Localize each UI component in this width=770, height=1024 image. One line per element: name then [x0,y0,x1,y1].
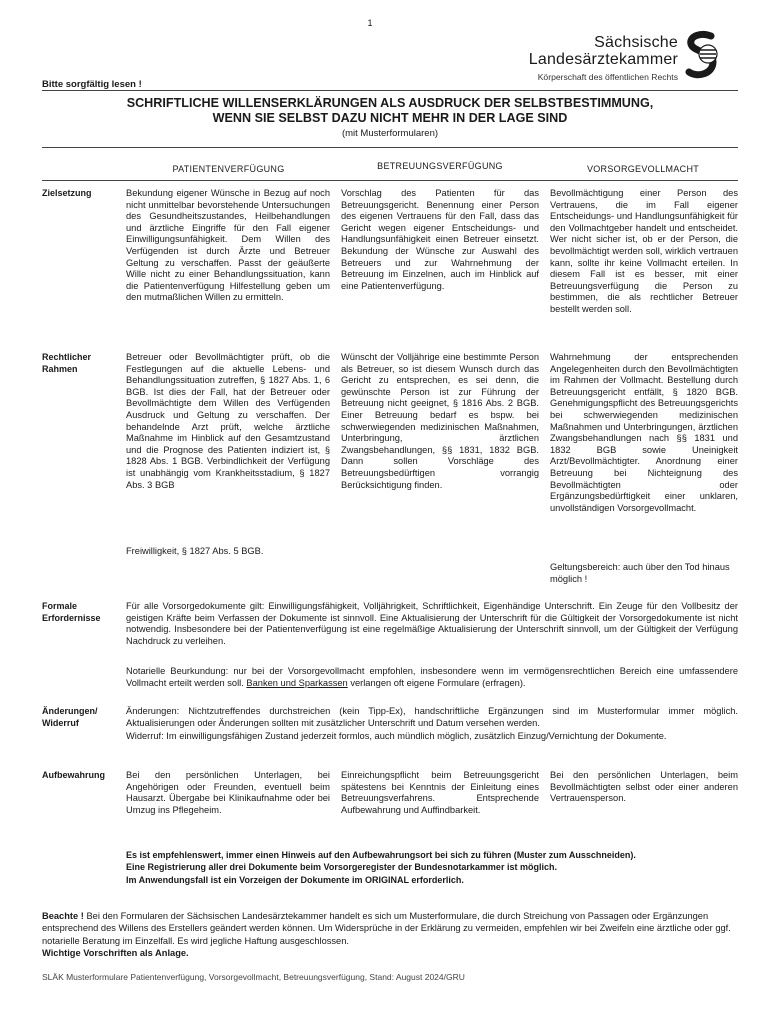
aufbewahrung-patientenverfuegung: Bei den persönlichen Unterlagen, bei Angehörigen oder Freunden, eventuell beim Hausarzt. Übergabe bei Klinikaufnahme oder bei Umzug ins Pflegeheim. [126,770,330,815]
header-rule [42,90,738,91]
widerruf-paragraph: Widerruf: Im einwilligungsfähigen Zustand jederzeit formlos, auch mündlich möglich, zusätzlich Einzug/Vernichtung der Dokumente. [126,731,667,741]
aenderungen-paragraph: Änderungen: Nichtzutreffendes durchstreichen (kein Tipp-Ex), handschriftliche Ergänzungen sind im Musterformular immer möglich. Aktualisierungen oder Änderungen sollten mit zusätzlicher Unterschrift und Datum versehen werden. [126,706,738,728]
column-header-rule [42,180,738,181]
beachte-disclaimer [42,910,738,960]
logo-line-2: Landesärztekammer [528,51,678,68]
rahmen-betreuungsverfuegung: Wünscht der Volljährige eine bestimmte Person als Betreuer, so ist diesem Wunsch durch das Gericht zu entsprechen, es sei denn, die gewünschte Person ist zur Führung der Betreuung nicht geeignet, § 1816 Abs. 2 BGB. Einer Betreuung bedarf es bspw. bei schwerwiegenden medizinischen Maßnahmen, Unterbringung, ärztlichen Zwangsbehandlungen, §§ 1831, 1832 BGB. Dann sollen Vorschläge des Betreuungsbedürftigen vorrangig Berücksichtigung finden. [341,352,539,490]
row-label-zielsetzung: Zielsetzung [42,188,92,198]
row-label-formale-erfordernisse [42,601,122,624]
page-number: 1 [367,18,373,28]
title-rule [42,147,738,148]
rahmen-label-line-2: Rahmen [42,363,78,374]
storage-notice [126,849,738,886]
rahmen-geltungsbereich: Geltungsbereich: auch über den Tod hinaus möglich ! [550,562,730,584]
formale-p2-tail: verlangen oft eigene Formulare (erfragen). [350,677,526,688]
formale-paragraph-2 [126,666,738,689]
formale-label-line-2: Erfordernisse [42,612,101,623]
column-header-vorsorgevollmacht: VORSORGEVOLLMACHT [586,164,700,174]
formale-p2-text: Notarielle Beurkundung: nur bei der Vorsorgevollmacht empfohlen, insbesondere wenn im vermögensrechtlichen Bereich eine umfassendere Vollmacht erteilt werden soll. [126,666,738,688]
logo-wordmark [518,34,678,83]
careful-note: Bitte sorgfältig lesen ! [42,79,142,90]
notice-line-3: Im Anwendungsfall ist ein Vorzeigen der Dokumente im ORIGINAL erforderlich. [126,874,464,885]
zielsetzung-betreuungsverfuegung: Vorschlag des Patienten für das Betreuungsgericht. Benennung einer Person des eigenen Vertrauens für den Fall, dass das Gericht wegen eigener Entscheidungs- und Handlungsunfähigkeit einen Betreuer einsetzt. Bekundung der Wünsche zur Auswahl des Betreuers und zur Wahrnehmung der Betreuung im Einzelnen, auch im Hinblick auf eine Patientenverfügung. [341,188,539,291]
row-label-rechtlicher-rahmen [42,352,122,375]
rahmen-patientenverfuegung: Betreuer oder Bevollmächtigter prüft, ob die Festlegungen auf die aktuelle Lebens- und Behandlungssituation zutreffen, § 1827 Abs. 1, 6 BGB. Ist dies der Fall, hat der Betreuer oder Bevollmächtigte dem Willen des Verfügenden Ausdruck und Geltung zu verschaffen. Der behandelnde Arzt prüft, welche ärztliche Maßnahme im Hinblick auf den Gesamtzustand und die Prognose des Patienten indiziert ist, § 1828 Abs. 1 BGB. Verbindlichkeit der Verfügung ist unabhängig vom Krankheitsstadium, § 1827 Abs. 3 BGB [126,352,330,490]
logo-line-1: Sächsische [594,34,678,51]
banken-sparkassen: Banken und Sparkassen [246,677,348,688]
beachte-annex-note: Wichtige Vorschriften als Anlage. [42,948,189,959]
formale-paragraph-1: Für alle Vorsorgedokumente gilt: Einwilligungsfähigkeit, Volljährigkeit, Schriftlichkeit, Eigenhändige Unterschrift. Ein Zeuge für den Vollbesitz der geistigen Kräfte beim Verfassen der Dokumente ist sinnvoll. Eine Aktualisierung der Unterschrift für die Gültigkeit der Vorsorgedokumente ist nicht notwendig. Insbesondere bei der Patientenverfügung ist eine regelmäßige Aktualisierung der Unterschrift sinnvoll, um der Gültigkeit der Verfügung Nachdruck zu verleihen. [126,601,738,646]
title-line-2: WENN SIE SELBST DAZU NICHT MEHR IN DER LAGE SIND [212,111,568,125]
page-title [42,96,738,126]
aufbewahrung-betreuungsverfuegung: Einreichungspflicht beim Betreuungsgericht spätestens bei Kenntnis der Einleitung eines Betreuungsverfahrens. Entsprechende Aufbewahrung und Auffindbarkeit. [341,770,539,815]
logo-subline: Körperschaft des öffentlichen Rechts [537,72,678,82]
title-line-1: SCHRIFTLICHE WILLENSERKLÄRUNGEN ALS AUSDRUCK DER SELBSTBESTIMMUNG, [126,96,654,110]
aufbewahrung-vorsorgevollmacht: Bei den persönlichen Unterlagen, beim Bevollmächtigten selbst oder einer anderen Vertrauensperson. [550,770,738,804]
formale-label-line-1: Formale [42,601,78,611]
beachte-label: Beachte ! [42,911,84,921]
notice-line-2: Eine Registrierung aller drei Dokumente beim Vorsorgeregister der Bundesnotarkammer ist möglich. [126,862,557,873]
column-header-patientenverfuegung: PATIENTENVERFÜGUNG [172,164,285,174]
row-label-aenderungen-widerruf [42,706,122,729]
column-header-betreuungsverfuegung: BETREUUNGSVERFÜGUNG [377,161,503,171]
rahmen-freiwilligkeit: Freiwilligkeit, § 1827 Abs. 5 BGB. [126,546,264,556]
zielsetzung-vorsorgevollmacht: Bevollmächtigung einer Person des Vertrauens, die im Fall eigener Entscheidungs- und Handlungsunfähigkeit für den Vollmachtgeber handelt und entscheidet. Wer nicht sicher ist, ob er der Person, die bevollmächtigt werden soll, wirklich vertrauen kann, sollte ihr keine Vollmacht erteilen. In diesem Fall ist es besser, mit einer Betreuungsverfügung die Person zu bestimmen, die als rechtlicher Betreuer bestellt werden soll. [550,188,738,314]
beachte-text: Bei den Formularen der Sächsischen Landesärztekammer handelt es sich um Musterformulare, die durch Streichung von Passagen oder Ergänzungen entsprechend des Willens des Erstellers geändert werden können. Um Widersprüche in der Erklärung zu vermeiden, empfehlen wir bei Zweifeln eine ärztliche oder ggf. notarielle Beratung im Einzelfall. Es wird jegliche Haftung ausgeschlossen. [42,911,731,946]
aenderungen-label-line-1: Änderungen/ [42,706,98,716]
page-subtitle: (mit Musterformularen) [341,128,439,139]
rahmen-vorsorgevollmacht: Wahrnehmung der entsprechenden Angelegenheiten durch den Bevollmächtigten im Rahmen der Vollmacht. Bestellung durch Betreuungsgericht entfällt, § 1820 BGB. Genehmigungspflicht des Betreuungsgerichts bei schwerwiegenden medizinischen Maßnahmen und Unterbringungen, ärztlichen Zwangsbehandlungen nach §§ 1831 und 1832 BGB sowie Uneinigkeit Arzt/Bevollmächtigter. Anordnung einer Betreuung bei Nichteignung des Bevollmächtigten oder Ergänzungsbedürftigkeit einer unklaren, unvollständigen Vorsorgevollmacht. [550,352,738,513]
row-label-aufbewahrung: Aufbewahrung [42,770,105,780]
rahmen-label-line-1: Rechtlicher [42,352,92,362]
zielsetzung-patientenverfuegung: Bekundung eigener Wünsche in Bezug auf noch nicht unmittelbar bevorstehende Untersuchungen des Gesundheitszustandes, Heilbehandlungen und ärztliche Eingriffe für den Fall eigener Einwilligungsunfähigkeit. Dem Willen des Verfügenden ist durch Ärzte und Betreuer Geltung zu verschaffen. Passt der geäußerte Wille nicht zu einer Behandlungssituation, kann die Patientenverfügung Hilfestellung geben um den mutmaßlichen Willen zu ermitteln. [126,188,330,303]
notice-line-1: Es ist empfehlenswert, immer einen Hinweis auf den Aufbewahrungsort bei sich zu führen (Muster zum Ausschneiden). [126,850,636,860]
aenderungen-label-line-2: Widerruf [42,717,79,728]
saxon-medical-chamber-logo-icon [683,30,721,82]
page-footer: SLÄK Musterformulare Patientenverfügung, Vorsorgevollmacht, Betreuungsverfügung, Stand: August 2024/GRU [42,972,465,982]
